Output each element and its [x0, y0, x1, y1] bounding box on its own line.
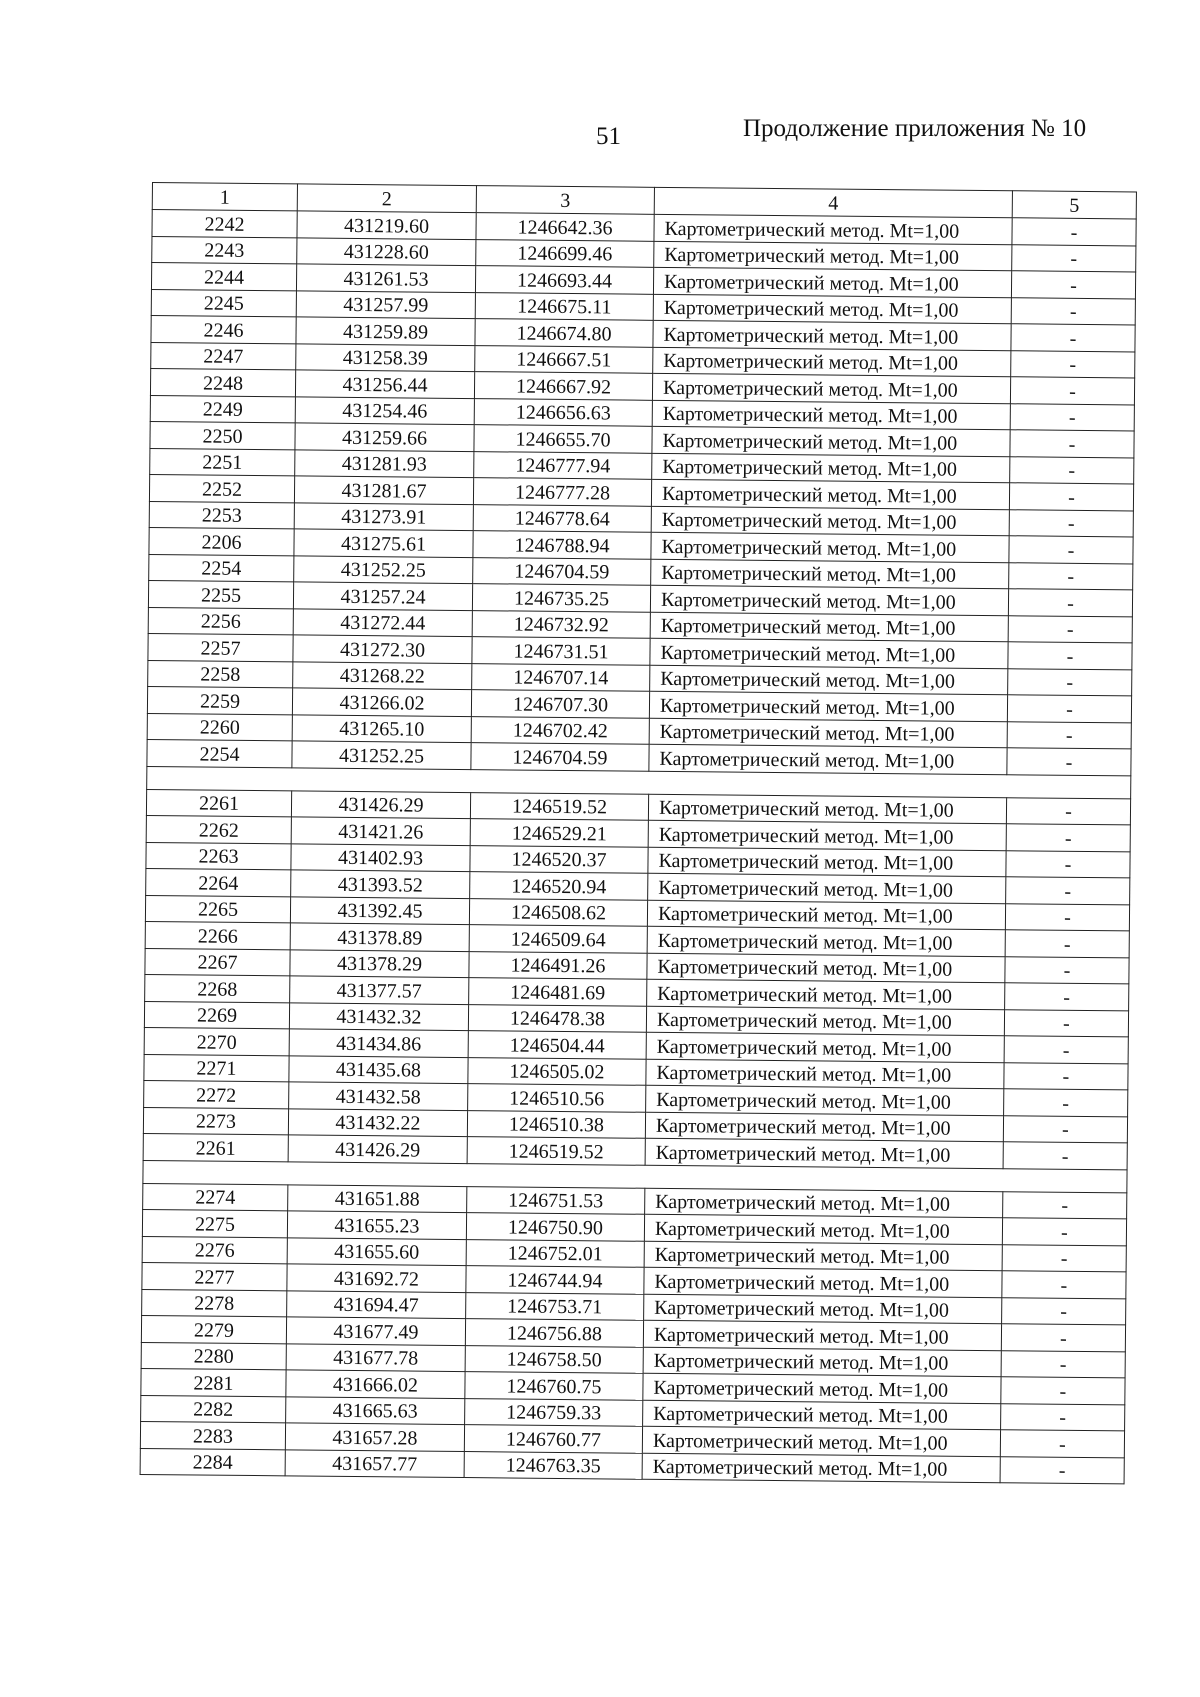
- y-coordinate-cell: 1246702.42: [471, 716, 649, 744]
- method-cell: Картометрический метод. Mt=1,00: [652, 373, 1010, 403]
- point-number-cell: 2254: [149, 554, 294, 582]
- coordinates-table: [140, 182, 1137, 1484]
- x-coordinate-cell: 431281.93: [295, 449, 474, 477]
- x-coordinate-cell: 431257.99: [296, 290, 475, 318]
- y-coordinate-cell: 1246759.33: [465, 1398, 643, 1426]
- x-coordinate-cell: 431402.93: [291, 843, 470, 871]
- x-coordinate-cell: 431432.22: [288, 1108, 467, 1136]
- x-coordinate-cell: 431228.60: [297, 237, 476, 265]
- x-coordinate-cell: 431432.32: [289, 1002, 468, 1030]
- point-number-cell: 2267: [145, 948, 290, 976]
- method-cell: Картометрический метод. Mt=1,00: [644, 1214, 1002, 1244]
- page-title: Продолжение приложения № 10: [743, 115, 1087, 142]
- column-header: 1: [152, 183, 297, 211]
- x-coordinate-cell: 431257.24: [293, 582, 472, 610]
- method-cell: Картометрический метод. Mt=1,00: [649, 744, 1007, 774]
- x-coordinate-cell: 431694.47: [287, 1290, 466, 1318]
- point-number-cell: 2281: [141, 1368, 286, 1396]
- x-coordinate-cell: 431258.39: [296, 343, 475, 371]
- y-coordinate-cell: 1246520.37: [470, 845, 648, 873]
- point-number-cell: 2206: [149, 527, 294, 555]
- point-number-cell: 2259: [147, 686, 292, 714]
- note-cell: -: [1011, 350, 1135, 378]
- point-number-cell: 2244: [151, 263, 296, 291]
- x-coordinate-cell: 431252.25: [292, 741, 471, 769]
- note-cell: -: [1010, 430, 1134, 458]
- point-number-cell: 2254: [147, 739, 292, 767]
- x-coordinate-cell: 431259.89: [296, 317, 475, 345]
- method-cell: Картометрический метод. Mt=1,00: [652, 400, 1010, 430]
- point-number-cell: 2243: [152, 236, 297, 264]
- method-cell: Картометрический метод. Mt=1,00: [647, 953, 1005, 983]
- note-cell: -: [1008, 589, 1132, 617]
- x-coordinate-cell: 431393.52: [291, 870, 470, 898]
- y-coordinate-cell: 1246735.25: [472, 584, 650, 612]
- x-coordinate-cell: 431655.23: [287, 1211, 466, 1239]
- y-coordinate-cell: 1246777.94: [474, 451, 652, 479]
- x-coordinate-cell: 431377.57: [290, 976, 469, 1004]
- y-coordinate-cell: 1246504.44: [468, 1031, 646, 1059]
- point-number-cell: 2248: [150, 368, 295, 396]
- note-cell: -: [1010, 456, 1134, 484]
- note-cell: -: [1002, 1297, 1126, 1325]
- x-coordinate-cell: 431657.28: [285, 1423, 464, 1451]
- page-number: 51: [596, 123, 621, 150]
- point-number-cell: 2250: [150, 421, 295, 449]
- x-coordinate-cell: 431426.29: [288, 1135, 467, 1163]
- y-coordinate-cell: 1246520.94: [470, 872, 648, 900]
- point-number-cell: 2256: [148, 607, 293, 635]
- y-coordinate-cell: 1246704.59: [471, 743, 649, 771]
- y-coordinate-cell: 1246693.44: [475, 266, 653, 294]
- y-coordinate-cell: 1246674.80: [475, 319, 653, 347]
- note-cell: -: [1006, 877, 1130, 905]
- x-coordinate-cell: 431432.58: [289, 1082, 468, 1110]
- note-cell: -: [1003, 1191, 1127, 1219]
- note-cell: -: [1004, 1089, 1128, 1117]
- method-cell: Картометрический метод. Mt=1,00: [651, 532, 1009, 562]
- y-coordinate-cell: 1246519.52: [470, 792, 648, 820]
- y-coordinate-cell: 1246509.64: [469, 925, 647, 953]
- x-coordinate-cell: 431259.66: [295, 423, 474, 451]
- note-cell: -: [1008, 668, 1132, 696]
- note-cell: -: [1012, 218, 1136, 246]
- note-cell: -: [1006, 850, 1130, 878]
- y-coordinate-cell: 1246707.14: [472, 663, 650, 691]
- point-number-cell: 2261: [146, 789, 291, 817]
- method-cell: Картометрический метод. Mt=1,00: [653, 347, 1011, 377]
- point-number-cell: 2260: [147, 713, 292, 741]
- point-number-cell: 2257: [148, 633, 293, 661]
- point-number-cell: 2245: [151, 289, 296, 317]
- point-number-cell: 2247: [151, 342, 296, 370]
- note-cell: -: [1004, 1062, 1128, 1090]
- point-number-cell: 2261: [143, 1133, 288, 1161]
- note-cell: -: [1002, 1271, 1126, 1299]
- y-coordinate-cell: 1246777.28: [473, 478, 651, 506]
- y-coordinate-cell: 1246753.71: [466, 1292, 644, 1320]
- x-coordinate-cell: 431261.53: [296, 264, 475, 292]
- point-number-cell: 2253: [149, 501, 294, 529]
- note-cell: -: [1008, 615, 1132, 643]
- y-coordinate-cell: 1246510.56: [468, 1084, 646, 1112]
- point-number-cell: 2262: [146, 815, 291, 843]
- point-number-cell: 2284: [140, 1448, 285, 1476]
- y-coordinate-cell: 1246744.94: [466, 1266, 644, 1294]
- method-cell: Картометрический метод. Mt=1,00: [651, 479, 1009, 509]
- y-coordinate-cell: 1246481.69: [469, 978, 647, 1006]
- coordinates-table-body: [140, 183, 1136, 1484]
- y-coordinate-cell: 1246752.01: [466, 1239, 644, 1267]
- method-cell: Картометрический метод. Mt=1,00: [643, 1400, 1001, 1430]
- note-cell: -: [1011, 271, 1135, 299]
- x-coordinate-cell: 431666.02: [286, 1370, 465, 1398]
- note-cell: -: [1005, 956, 1129, 984]
- note-cell: -: [1002, 1218, 1126, 1246]
- x-coordinate-cell: 431657.77: [285, 1449, 464, 1477]
- y-coordinate-cell: 1246667.92: [474, 372, 652, 400]
- method-cell: Картометрический метод. Mt=1,00: [647, 979, 1005, 1009]
- y-coordinate-cell: 1246732.92: [472, 610, 650, 638]
- note-cell: -: [1007, 721, 1131, 749]
- y-coordinate-cell: 1246760.75: [465, 1372, 643, 1400]
- point-number-cell: 2282: [141, 1395, 286, 1423]
- method-cell: Картометрический метод. Mt=1,00: [653, 294, 1011, 324]
- x-coordinate-cell: 431266.02: [292, 688, 471, 716]
- method-cell: Картометрический метод. Mt=1,00: [648, 847, 1006, 877]
- note-cell: -: [1011, 297, 1135, 325]
- method-cell: Картометрический метод. Mt=1,00: [642, 1453, 1000, 1483]
- method-cell: Картометрический метод. Mt=1,00: [646, 1006, 1004, 1036]
- x-coordinate-cell: 431392.45: [290, 896, 469, 924]
- x-coordinate-cell: 431268.22: [293, 661, 472, 689]
- y-coordinate-cell: 1246655.70: [474, 425, 652, 453]
- y-coordinate-cell: 1246529.21: [470, 819, 648, 847]
- method-cell: Картометрический метод. Mt=1,00: [645, 1188, 1003, 1218]
- note-cell: -: [1005, 903, 1129, 931]
- note-cell: -: [1007, 695, 1131, 723]
- method-cell: Картометрический метод. Mt=1,00: [653, 267, 1011, 297]
- y-coordinate-cell: 1246478.38: [468, 1004, 646, 1032]
- y-coordinate-cell: 1246760.77: [464, 1425, 642, 1453]
- x-coordinate-cell: 431651.88: [288, 1184, 467, 1212]
- x-coordinate-cell: 431665.63: [286, 1396, 465, 1424]
- point-number-cell: 2271: [144, 1054, 289, 1082]
- note-cell: -: [1001, 1403, 1125, 1431]
- method-cell: Картометрический метод. Mt=1,00: [650, 612, 1008, 642]
- point-number-cell: 2246: [151, 315, 296, 343]
- method-cell: Картометрический метод. Mt=1,00: [652, 453, 1010, 483]
- point-number-cell: 2279: [141, 1315, 286, 1343]
- method-cell: Картометрический метод. Mt=1,00: [651, 559, 1009, 589]
- method-cell: Картометрический метод. Mt=1,00: [646, 1032, 1004, 1062]
- x-coordinate-cell: 431655.60: [287, 1237, 466, 1265]
- x-coordinate-cell: 431252.25: [294, 555, 473, 583]
- y-coordinate-cell: 1246699.46: [476, 239, 654, 267]
- note-cell: -: [1003, 1142, 1127, 1170]
- point-number-cell: 2280: [141, 1342, 286, 1370]
- y-coordinate-cell: 1246763.35: [464, 1451, 642, 1479]
- point-number-cell: 2255: [148, 580, 293, 608]
- y-coordinate-cell: 1246510.38: [467, 1110, 645, 1138]
- x-coordinate-cell: 431272.44: [293, 608, 472, 636]
- x-coordinate-cell: 431435.68: [289, 1055, 468, 1083]
- method-cell: Картометрический метод. Mt=1,00: [654, 241, 1012, 271]
- point-number-cell: 2276: [142, 1236, 287, 1264]
- note-cell: -: [1005, 983, 1129, 1011]
- point-number-cell: 2275: [142, 1209, 287, 1237]
- column-header: 3: [476, 186, 654, 215]
- method-cell: Картометрический метод. Mt=1,00: [647, 926, 1005, 956]
- method-cell: Картометрический метод. Mt=1,00: [647, 900, 1005, 930]
- method-cell: Картометрический метод. Mt=1,00: [644, 1267, 1002, 1297]
- x-coordinate-cell: 431273.91: [294, 502, 473, 530]
- method-cell: Картометрический метод. Mt=1,00: [650, 638, 1008, 668]
- note-cell: -: [1009, 483, 1133, 511]
- note-cell: -: [1006, 824, 1130, 852]
- note-cell: -: [1011, 324, 1135, 352]
- method-cell: Картометрический метод. Mt=1,00: [642, 1426, 1000, 1456]
- note-cell: -: [1008, 642, 1132, 670]
- method-cell: Картометрический метод. Mt=1,00: [648, 820, 1006, 850]
- x-coordinate-cell: 431692.72: [287, 1264, 466, 1292]
- note-cell: -: [1001, 1350, 1125, 1378]
- point-number-cell: 2270: [144, 1027, 289, 1055]
- method-cell: Картометрический метод. Mt=1,00: [648, 794, 1006, 824]
- y-coordinate-cell: 1246731.51: [472, 637, 650, 665]
- x-coordinate-cell: 431272.30: [293, 635, 472, 663]
- method-cell: Картометрический метод. Mt=1,00: [653, 320, 1011, 350]
- point-number-cell: 2283: [140, 1421, 285, 1449]
- method-cell: Картометрический метод. Mt=1,00: [644, 1294, 1002, 1324]
- note-cell: -: [1009, 562, 1133, 590]
- method-cell: Картометрический метод. Mt=1,00: [650, 585, 1008, 615]
- y-coordinate-cell: 1246707.30: [471, 690, 649, 718]
- method-cell: Картометрический метод. Mt=1,00: [643, 1373, 1001, 1403]
- y-coordinate-cell: 1246788.94: [473, 531, 651, 559]
- y-coordinate-cell: 1246519.52: [467, 1137, 645, 1165]
- column-header: 5: [1012, 191, 1136, 219]
- note-cell: -: [1007, 748, 1131, 776]
- point-number-cell: 2242: [152, 210, 297, 238]
- y-coordinate-cell: 1246508.62: [469, 898, 647, 926]
- y-coordinate-cell: 1246751.53: [467, 1186, 645, 1214]
- point-number-cell: 2264: [146, 868, 291, 896]
- point-number-cell: 2277: [142, 1262, 287, 1290]
- x-coordinate-cell: 431434.86: [289, 1029, 468, 1057]
- y-coordinate-cell: 1246491.26: [469, 951, 647, 979]
- note-cell: -: [1010, 403, 1134, 431]
- point-number-cell: 2278: [142, 1289, 287, 1317]
- x-coordinate-cell: 431378.29: [290, 949, 469, 977]
- column-header: 4: [654, 187, 1012, 217]
- method-cell: Картометрический метод. Mt=1,00: [645, 1112, 1003, 1142]
- method-cell: Картометрический метод. Mt=1,00: [651, 506, 1009, 536]
- y-coordinate-cell: 1246667.51: [475, 345, 653, 373]
- note-cell: -: [1010, 377, 1134, 405]
- point-number-cell: 2258: [148, 660, 293, 688]
- method-cell: Картометрический метод. Mt=1,00: [649, 691, 1007, 721]
- y-coordinate-cell: 1246656.63: [474, 398, 652, 426]
- point-number-cell: 2268: [145, 974, 290, 1002]
- y-coordinate-cell: 1246505.02: [468, 1057, 646, 1085]
- method-cell: Картометрический метод. Mt=1,00: [643, 1320, 1001, 1350]
- x-coordinate-cell: 431426.29: [291, 790, 470, 818]
- point-number-cell: 2249: [150, 395, 295, 423]
- note-cell: -: [1006, 797, 1130, 825]
- method-cell: Картометрический метод. Mt=1,00: [648, 873, 1006, 903]
- y-coordinate-cell: 1246758.50: [465, 1345, 643, 1373]
- x-coordinate-cell: 431677.78: [286, 1343, 465, 1371]
- note-cell: -: [1000, 1456, 1124, 1484]
- note-cell: -: [1009, 509, 1133, 537]
- y-coordinate-cell: 1246675.11: [475, 292, 653, 320]
- method-cell: Картометрический метод. Mt=1,00: [649, 718, 1007, 748]
- note-cell: -: [1001, 1377, 1125, 1405]
- column-header: 2: [297, 184, 476, 213]
- note-cell: -: [1000, 1430, 1124, 1458]
- x-coordinate-cell: 431677.49: [286, 1317, 465, 1345]
- method-cell: Картометрический метод. Mt=1,00: [652, 426, 1010, 456]
- point-number-cell: 2274: [143, 1183, 288, 1211]
- x-coordinate-cell: 431421.26: [291, 817, 470, 845]
- note-cell: -: [1004, 1009, 1128, 1037]
- x-coordinate-cell: 431219.60: [297, 211, 476, 239]
- method-cell: Картометрический метод. Mt=1,00: [644, 1241, 1002, 1271]
- y-coordinate-cell: 1246756.88: [465, 1319, 643, 1347]
- point-number-cell: 2252: [149, 474, 294, 502]
- x-coordinate-cell: 431378.89: [290, 923, 469, 951]
- y-coordinate-cell: 1246778.64: [473, 504, 651, 532]
- x-coordinate-cell: 431281.67: [294, 476, 473, 504]
- y-coordinate-cell: 1246642.36: [476, 213, 654, 241]
- method-cell: Картометрический метод. Mt=1,00: [654, 214, 1012, 244]
- note-cell: -: [1009, 536, 1133, 564]
- x-coordinate-cell: 431265.10: [292, 714, 471, 742]
- method-cell: Картометрический метод. Mt=1,00: [645, 1138, 1003, 1168]
- note-cell: -: [1004, 1036, 1128, 1064]
- point-number-cell: 2265: [145, 895, 290, 923]
- point-number-cell: 2251: [150, 448, 295, 476]
- point-number-cell: 2272: [144, 1080, 289, 1108]
- method-cell: Картометрический метод. Mt=1,00: [650, 665, 1008, 695]
- x-coordinate-cell: 431275.61: [294, 529, 473, 557]
- method-cell: Картометрический метод. Mt=1,00: [646, 1059, 1004, 1089]
- point-number-cell: 2263: [146, 842, 291, 870]
- note-cell: -: [1002, 1244, 1126, 1272]
- note-cell: -: [1005, 930, 1129, 958]
- method-cell: Картометрический метод. Mt=1,00: [643, 1347, 1001, 1377]
- x-coordinate-cell: 431254.46: [295, 396, 474, 424]
- method-cell: Картометрический метод. Mt=1,00: [646, 1085, 1004, 1115]
- note-cell: -: [1001, 1324, 1125, 1352]
- note-cell: -: [1003, 1115, 1127, 1143]
- x-coordinate-cell: 431256.44: [295, 370, 474, 398]
- y-coordinate-cell: 1246750.90: [466, 1213, 644, 1241]
- point-number-cell: 2266: [145, 921, 290, 949]
- y-coordinate-cell: 1246704.59: [473, 557, 651, 585]
- note-cell: -: [1012, 244, 1136, 272]
- point-number-cell: 2269: [144, 1001, 289, 1029]
- point-number-cell: 2273: [143, 1107, 288, 1135]
